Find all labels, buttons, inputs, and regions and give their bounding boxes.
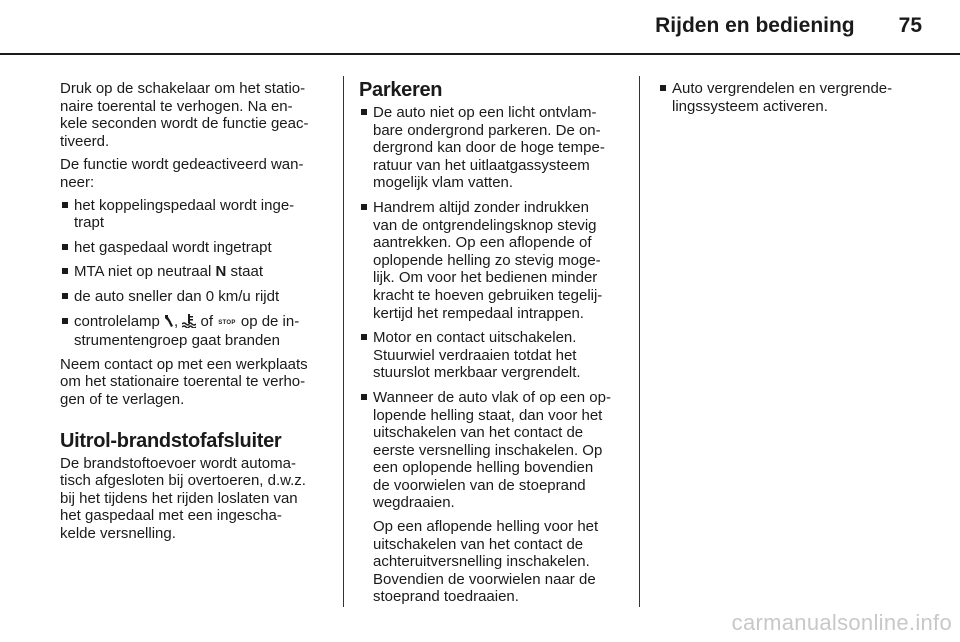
column-divider-2 — [639, 76, 640, 607]
header-title: Rijden en bediening — [655, 14, 855, 37]
column-2 — [359, 78, 627, 606]
header-rule — [0, 53, 960, 55]
page-number: 75 — [898, 14, 922, 37]
column-divider-1 — [343, 76, 344, 607]
list-item: de auto sneller dan 0 km/u rijdt — [60, 288, 328, 306]
list-item: De auto niet op een licht ontvlam- bare ondergrond parkeren. De on- dergrond kan door de hoge tempe- ratuur van het uitlaatgassysteem mogelijk vlam vatten. — [359, 104, 627, 192]
deactivation-list — [60, 197, 328, 350]
stop-icon: STOP — [218, 319, 236, 326]
wrench-warning-icon — [164, 314, 174, 333]
list-item: het koppelingspedaal wordt inge- trapt — [60, 197, 328, 232]
parking-list — [359, 104, 627, 606]
column-3 — [658, 80, 926, 115]
list-item: controlelamp , of STOP op de in- strumentengroep gaat branden — [60, 313, 328, 350]
section-heading-parking: Parkeren — [359, 79, 443, 101]
paragraph-contact-workshop: Neem contact op met een werkplaats om het stationaire toerental te verho- gen of te verlagen. — [60, 355, 308, 408]
column-1 — [60, 80, 328, 542]
list-item-subparagraph: Op een aflopende helling voor het uitschakelen van het contact de achteruitversnelling inschakelen. Bovendien de voorwielen naar de stoeprand toedraaien. — [373, 518, 599, 606]
locking-list — [658, 80, 926, 115]
list-item: Motor en contact uitschakelen. Stuurwiel verdraaien totdat het stuurslot merkbaar vergrendelt. — [359, 329, 627, 382]
list-item: Auto vergrendelen en vergrende- lingssysteem activeren. — [658, 80, 926, 115]
list-item: Wanneer de auto vlak of op een op- lopende helling staat, dan voor het uitschakelen van het contact de eerste versnelling inschakelen. Op een oplopende helling bovendien de voorwielen van de stoeprand wegdraaien. Op een aflopende helling voor het uitschakelen van het contact de achteruitversnelling inschakelen. Bovendien de voorwielen naar de stoeprand toedraaien. — [359, 389, 627, 606]
engine-temperature-icon — [182, 314, 196, 333]
paragraph-deactivation: De functie wordt gedeactiveerd wan- neer: — [60, 156, 304, 191]
paragraph-fuel-cutoff: De brandstoftoevoer wordt automa- tisch afgesloten bij overtoeren, d.w.z. bij het tijdens het rijden loslaten van het gaspedaal met een ingescha- kelde versnelling. — [60, 454, 306, 542]
section-heading-fuel-cutoff: Uitrol-brandstofafsluiter — [60, 429, 282, 452]
list-item: het gaspedaal wordt ingetrapt — [60, 239, 328, 257]
watermark: carmanualsonline.info — [731, 610, 952, 635]
paragraph-idle-switch: Druk op de schakelaar om het statio- naire toerental te verhogen. Na en- kele seconden wordt de functie geac- tiveerd. — [60, 80, 309, 150]
list-item: MTA niet op neutraal N staat — [60, 263, 328, 281]
page-header — [655, 14, 922, 38]
list-item: Handrem altijd zonder indrukken van de ontgrendelingsknop stevig aantrekken. Op een aflopende of oplopende helling zo stevig moge- lijk. Om voor het bedienen minder kracht te hoeven gebruiken tegelij- kertijd het rempedaal intrappen. — [359, 199, 627, 322]
